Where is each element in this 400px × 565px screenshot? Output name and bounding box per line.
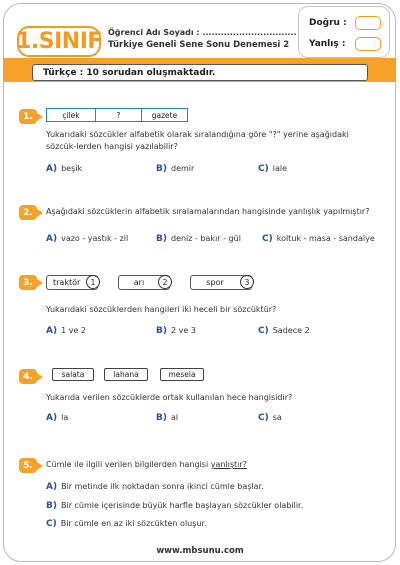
q3-option-c-text: Sadece 2 [272,326,310,335]
q1-option-b[interactable] [156,164,194,174]
wrong-input-box[interactable] [355,37,381,51]
q1-option-a[interactable] [46,164,82,174]
q2-option-c-text: koltuk - masa - sandalye [276,234,375,243]
q4-option-c-letter: C) [258,413,269,423]
question-number-2: 2. [19,205,37,220]
q1-option-b-letter: B) [156,164,167,174]
q2-option-a-text: vazo - yastık - zil [61,234,129,243]
q3-option-b[interactable] [156,326,196,336]
q5-text-main: Cümle ile ilgili verilen bilgilerden hangisi [46,460,211,469]
q1-option-c-letter: C) [258,164,269,174]
q5-option-b-letter: B) [46,501,57,511]
q3-option-a-text: 1 ve 2 [61,326,87,335]
q2-option-a-letter: A) [46,234,58,244]
q5-option-c-letter: C) [46,519,57,529]
q3-word-1-number: 1 [86,275,100,289]
q5-option-b[interactable] [46,501,303,511]
q1-option-a-letter: A) [46,164,58,174]
q1-word-2: ? [96,108,142,122]
q3-option-c[interactable] [258,326,310,336]
q4-option-c-text: sa [272,413,282,422]
q3-word-2-text: arı [133,278,145,287]
test-title: Türkiye Geneli Sene Sonu Denemesi 2 [108,40,290,50]
subject-bar: Türkçe : 10 sorudan oluşmaktadır. [32,64,368,81]
q2-option-a[interactable] [46,234,128,244]
q5-option-a[interactable] [46,482,264,492]
q4-option-b[interactable] [156,413,178,423]
q2-option-b-letter: B) [156,234,167,244]
question-number-1: 1. [19,109,37,124]
q4-option-c[interactable] [258,413,282,423]
student-name-label: Öğrenci Adı Soyadı : ............................... [108,28,297,37]
wrong-row [309,37,381,51]
q5-option-c-text: Bir cümle en az iki sözcükten oluşur. [60,519,207,528]
q1-option-b-text: demir [170,164,195,173]
q4-word-2: lahana [104,368,148,381]
q4-word-1: salata [52,368,94,381]
q1-word-1: çilek [46,108,96,122]
q3-option-b-text: 2 ve 3 [170,326,196,335]
q3-option-a-letter: A) [46,326,58,336]
q4-text: Yukarıda verilen sözcüklerde ortak kullanılan hece hangisidir? [46,393,293,402]
q5-option-a-letter: A) [46,482,58,492]
q4-option-a-letter: A) [46,413,58,423]
question-number-5: 5. [19,458,37,473]
q3-option-a[interactable] [46,326,86,336]
q4-option-a-text: la [61,413,69,422]
q3-option-b-letter: B) [156,326,167,336]
q5-option-c[interactable] [46,519,207,529]
q2-option-c-letter: C) [262,234,273,244]
q4-word-3: mesela [160,368,204,381]
question-number-3: 3. [19,275,37,290]
q3-option-c-letter: C) [258,326,269,336]
q1-option-c[interactable] [258,164,287,174]
q2-option-b-text: deniz - bakır - gül [170,234,241,243]
footer-website[interactable]: www.mbsunu.com [156,546,244,556]
q1-option-c-text: lale [272,164,287,173]
q2-text: Aşağıdaki sözcüklerin alfabetik sıralamalarından hangisinde yanlışlık yapılmıştır? [46,207,370,216]
q1-text: Yukarıdaki sözcükler alfabetik olarak sıralandığına göre "?" yerine aşağıdaki sözcük-lerden hangisi yazılabilir? [46,130,349,151]
correct-label: Doğru : [309,18,347,28]
q2-option-c[interactable] [262,234,375,244]
q2-option-b[interactable] [156,234,241,244]
q5-option-a-text: Bir metinde ilk noktadan sonra ikinci cümle başlar. [61,482,264,491]
score-box [298,6,390,58]
q3-word-1-text: traktör [53,278,81,287]
q4-option-b-text: al [170,413,179,422]
q3-text: Yukarıdaki sözcüklerden hangileri iki heceli bir sözcüktür? [46,305,277,314]
correct-input-box[interactable] [355,16,381,30]
wrong-label: Yanlış : [309,39,346,49]
q4-option-a[interactable] [46,413,68,423]
q5-text [46,459,376,471]
correct-row [309,16,381,30]
q1-option-a-text: beşik [61,164,83,173]
q1-word-3: gazete [142,108,188,122]
q3-word-3-text: spor [206,278,224,287]
grade-logo: 1.SINIF [17,26,101,57]
q5-option-b-text: Bir cümle içerisinde büyük harfle başlayan sözcükler olabilir. [60,501,304,510]
question-number-4: 4. [19,369,37,384]
q5-text-underlined: yanlıştır? [210,460,247,469]
q4-option-b-letter: B) [156,413,167,423]
q3-word-3-number: 3 [240,275,254,289]
q3-word-2-number: 2 [158,275,172,289]
